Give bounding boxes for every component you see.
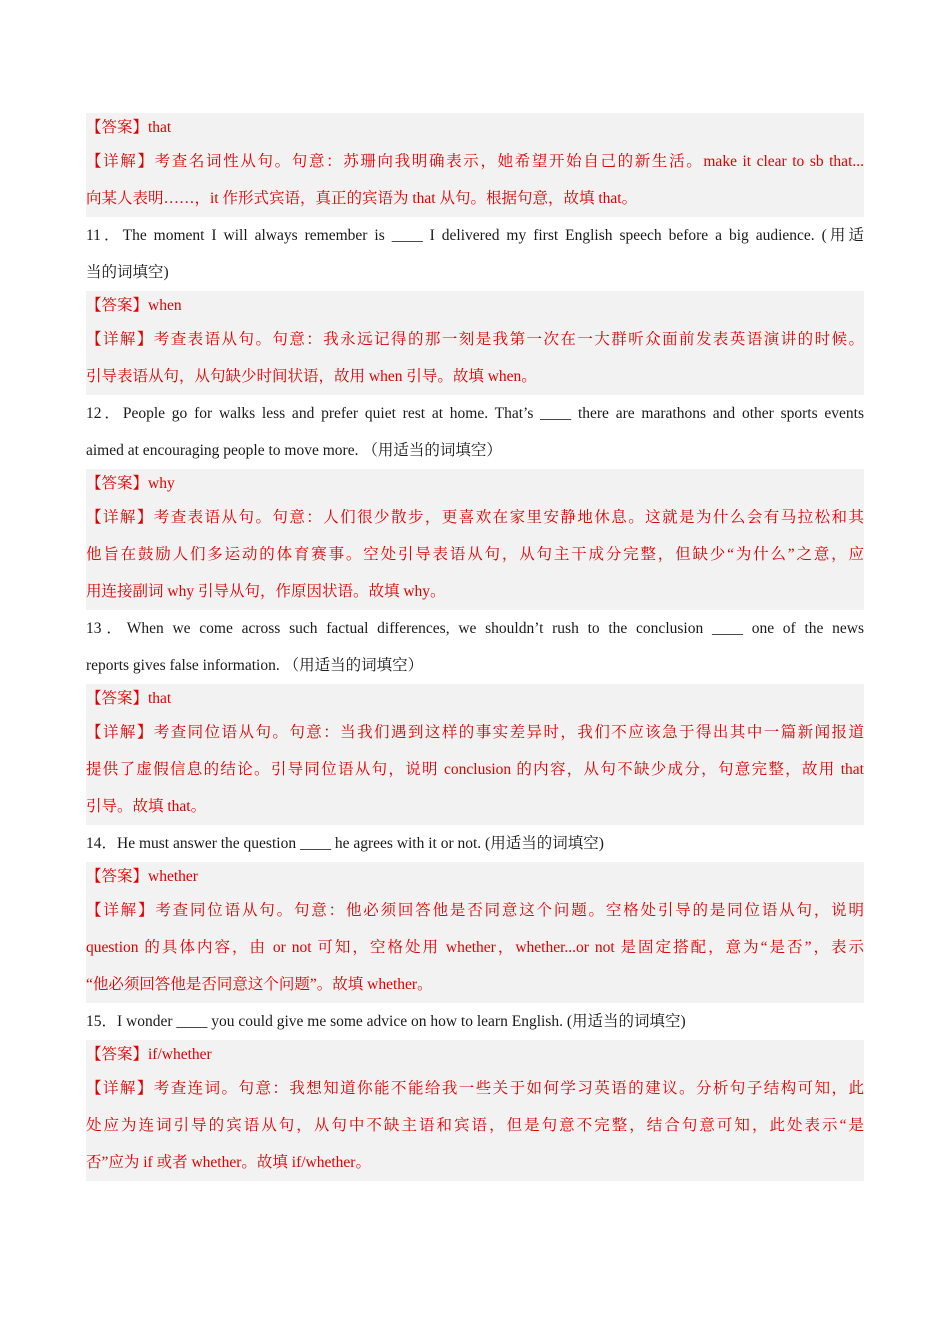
answer-block [86, 469, 864, 610]
question-11 [86, 217, 864, 291]
answer-line: 【答案】that [86, 119, 172, 136]
explanation-line: 向某人表明……，it 作形式宾语，真正的宾语为 that 从句。根据句意，故填 that。 [86, 190, 638, 207]
question-13 [86, 610, 864, 684]
answer-line: 【答案】that [86, 690, 172, 707]
answer-block [86, 1040, 864, 1181]
explanation-line: 引导。故填 that。 [86, 798, 207, 815]
explanation-line: 用连接副词 why 引导从句，作原因状语。故填 why。 [86, 583, 446, 600]
explanation-line: 他旨在鼓励人们多运动的体育赛事。空处引导表语从句，从句主干成分完整，但缺少“为什么”之意，应 [86, 546, 864, 563]
question-line: 13．When we come across such factual differences, we shouldn’t rush to the conclusion ____ one of the news [86, 620, 864, 637]
answer-block [86, 862, 864, 1003]
answer-block [86, 291, 864, 395]
question-line: 11．The moment I will always remember is ____ I delivered my first English speech before a big audience. (用适 [86, 227, 864, 244]
answer-block [86, 684, 864, 825]
explanation-line: “他必须回答他是否同意这个问题”。故填 whether。 [86, 976, 433, 993]
explanation-line: 引导表语从句，从句缺少时间状语，故用 when 引导。故填 when。 [86, 368, 537, 385]
question-line: 当的词填空) [86, 264, 169, 281]
answer-line: 【答案】whether [86, 868, 198, 885]
answer-block [86, 113, 864, 217]
explanation-line: question 的具体内容，由 or not 可知，空格处用 whether，whether...or not 是固定搭配，意为“是否”，表示 [86, 939, 864, 956]
answer-line: 【答案】why [86, 475, 175, 492]
question-12 [86, 395, 864, 469]
question-14 [86, 825, 864, 862]
question-line: 15．I wonder ____ you could give me some advice on how to learn English. (用适当的词填空) [86, 1013, 686, 1030]
question-line: aimed at encouraging people to move more. （用适当的词填空） [86, 442, 502, 459]
document-page [86, 113, 864, 1181]
question-line: 14．He must answer the question ____ he agrees with it or not. (用适当的词填空) [86, 835, 604, 852]
explanation-line: 【详解】考查表语从句。句意：人们很少散步，更喜欢在家里安静地休息。这就是为什么会有马拉松和其 [86, 509, 864, 526]
explanation-line: 【详解】考查同位语从句。句意：他必须回答他是否同意这个问题。空格处引导的是同位语从句，说明 [86, 902, 864, 919]
explanation-line: 【详解】考查同位语从句。句意：当我们遇到这样的事实差异时，我们不应该急于得出其中一篇新闻报道 [86, 724, 864, 741]
answer-line: 【答案】when [86, 297, 182, 314]
explanation-line: 【详解】考查名词性从句。句意：苏珊向我明确表示，她希望开始自己的新生活。make it clear to sb that... [86, 153, 864, 170]
explanation-line: 处应为连词引导的宾语从句，从句中不缺主语和宾语，但是句意不完整，结合句意可知，此处表示“是 [86, 1117, 864, 1134]
explanation-line: 否”应为 if 或者 whether。故填 if/whether。 [86, 1154, 371, 1171]
question-line: 12．People go for walks less and prefer quiet rest at home. That’s ____ there are marathons and other sports events [86, 405, 864, 422]
explanation-line: 【详解】考查连词。句意：我想知道你能不能给我一些关于如何学习英语的建议。分析句子结构可知，此 [86, 1080, 864, 1097]
explanation-line: 【详解】考查表语从句。句意：我永远记得的那一刻是我第一次在一大群听众面前发表英语演讲的时候。 [86, 331, 864, 348]
answer-line: 【答案】if/whether [86, 1046, 212, 1063]
explanation-line: 提供了虚假信息的结论。引导同位语从句，说明 conclusion 的内容，从句不缺少成分，句意完整，故用 that [86, 761, 864, 778]
question-15 [86, 1003, 864, 1040]
question-line: reports gives false information. （用适当的词填空） [86, 657, 424, 674]
